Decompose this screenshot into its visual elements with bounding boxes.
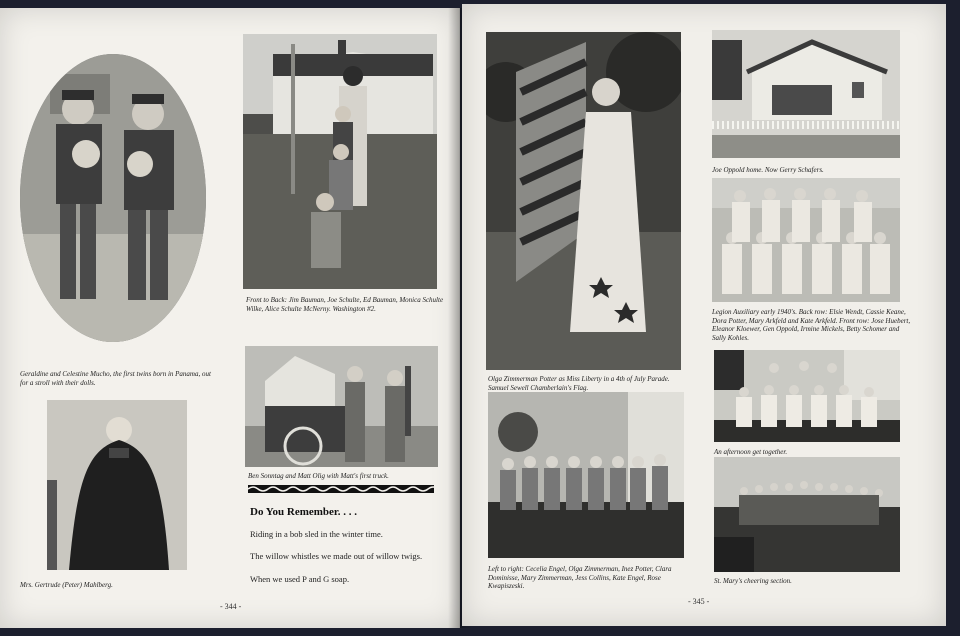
liberty-photo — [486, 32, 681, 370]
mahlberg-photo — [47, 400, 187, 570]
afternoon-caption: An afternoon get together. — [714, 448, 788, 456]
oppold-home-caption: Joe Oppold home. Now Gerry Schafers. — [712, 166, 824, 174]
twins-caption: Geraldine and Celestine Mucho, the first twins born in Panama, out for a stroll with their dolls. — [20, 370, 211, 387]
afternoon-photo — [714, 350, 900, 442]
women-group-caption: Left to right: Cecelia Engel, Olga Zimmerman, Inez Potter, Clara Dominisse, Mary Zimmerman, Jess Collins, Kate Engel, Rose Kwapiszeski. — [488, 565, 672, 590]
page-number-right: - 345 - — [688, 597, 710, 606]
legion-photo — [712, 178, 900, 302]
twins-photo — [20, 54, 206, 342]
decorative-divider — [248, 485, 434, 493]
page-number-left: - 344 - — [220, 602, 242, 611]
truck-photo — [245, 346, 438, 467]
cheering-caption: St. Mary's cheering section. — [714, 577, 792, 585]
remember-line: Riding in a bob sled in the winter time. — [250, 529, 383, 539]
left-page — [0, 8, 460, 628]
right-page — [462, 4, 946, 626]
liberty-caption: Olga Zimmerman Potter as Miss Liberty in a 4th of July Parade. Samuel Sewell Chamberlain's Flag. — [488, 375, 670, 392]
women-group-photo — [488, 392, 684, 558]
family-caption: Front to Back: Jim Bauman, Joe Schulte, Ed Bauman, Monica Schulte Wilke, Alice Schulte McNerny. Washington #2. — [246, 296, 444, 313]
legion-caption: Legion Auxiliary early 1940's. Back row: Elsie Wendt, Cassie Keane, Dora Potter, Mary Arkfeld and Kate Arkfeld. Front row: Jose Huebert, Eleanor Kloewer, Gen Oppold, Irmine Mickels, Betty Schomer and Sally Kohles. — [712, 308, 911, 342]
remember-line: When we used P and G soap. — [250, 574, 350, 584]
remember-line: The willow whistles we made out of willow twigs. — [250, 551, 423, 561]
family-photo — [243, 34, 437, 289]
remember-title: Do You Remember. . . . — [250, 506, 358, 518]
oppold-home-photo — [712, 30, 900, 158]
truck-caption: Ben Sonntag and Matt Olig with Matt's first truck. — [248, 472, 389, 480]
mahlberg-caption: Mrs. Gertrude (Peter) Mahlberg. — [20, 581, 113, 589]
cheering-photo — [714, 457, 900, 572]
